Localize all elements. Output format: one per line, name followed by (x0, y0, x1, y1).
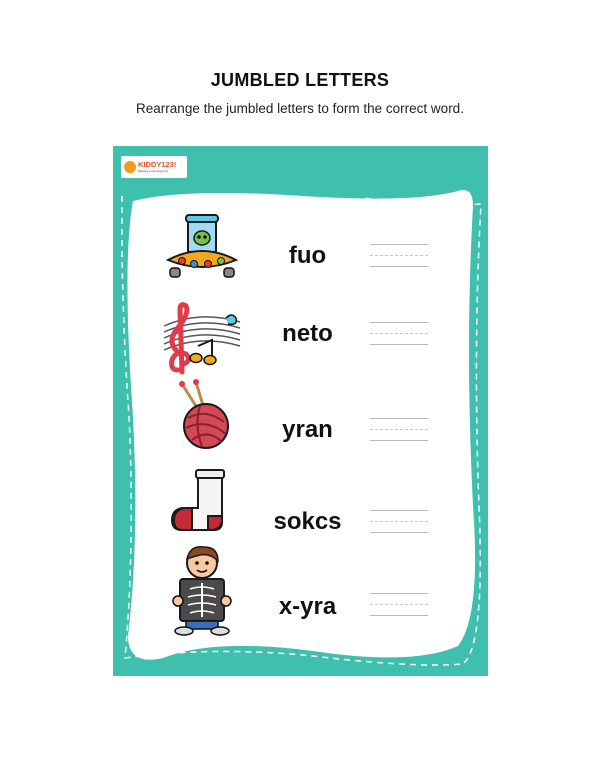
jumbled-word: yran (282, 416, 333, 443)
list-item (0, 212, 600, 302)
x-ray-boy-icon (160, 545, 244, 637)
yarn-ball-icon (160, 378, 244, 458)
jumbled-word: fuo (288, 242, 327, 269)
ufo-alien-icon (160, 212, 244, 292)
brand-tagline: Making Learning Fun (138, 169, 169, 173)
worksheet-title: JUMBLED LETTERS (210, 70, 390, 90)
answer-lines[interactable] (370, 510, 428, 536)
sock-icon (160, 468, 244, 548)
jumbled-word: neto (282, 320, 333, 347)
answer-lines[interactable] (370, 418, 428, 444)
brand-name: KIDDY123! (138, 160, 177, 169)
jumbled-word: sokcs (273, 508, 342, 535)
list-item (0, 378, 600, 468)
brand-mascot-icon (124, 161, 136, 173)
music-note-icon (160, 300, 244, 380)
answer-lines[interactable] (370, 593, 428, 619)
list-item (0, 300, 600, 390)
jumbled-word: x-yra (278, 593, 337, 620)
list-item (0, 545, 600, 635)
worksheet-instruction: Rearrange the jumbled letters to form the correct word. (136, 101, 464, 116)
answer-lines[interactable] (370, 322, 428, 348)
brand-logo (121, 156, 187, 178)
answer-lines[interactable] (370, 244, 428, 270)
